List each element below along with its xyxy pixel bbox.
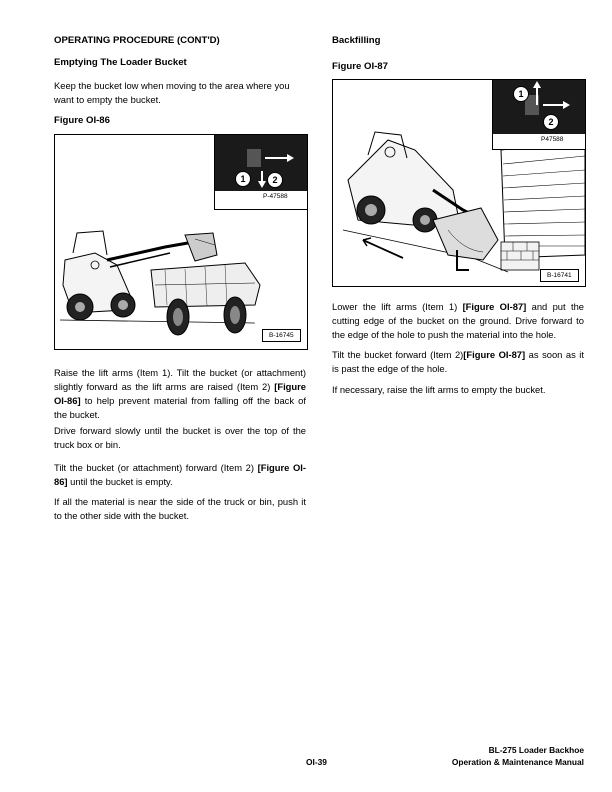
paragraph-lower-lift-arms bbox=[332, 300, 584, 342]
section-title: OPERATING PROCEDURE (CONT'D) bbox=[54, 35, 220, 46]
paragraph-lower-lift-arms-text-a: Lower the lift arms (Item 1) bbox=[332, 301, 458, 312]
paragraph-tilt-bucket-text-b: until the bucket is empty. bbox=[70, 476, 173, 488]
subsection-title: Emptying The Loader Bucket bbox=[54, 57, 187, 68]
paragraph-tilt-bucket bbox=[54, 461, 306, 489]
lever-arrows-graphic bbox=[215, 135, 308, 191]
inset-photo-oi-86 bbox=[214, 135, 308, 210]
callout-2: 2 bbox=[543, 114, 559, 130]
backfilling-title: Backfilling bbox=[332, 35, 381, 46]
manual-subtitle: Operation & Maintenance Manual bbox=[451, 757, 584, 767]
lever-arrows-graphic bbox=[493, 80, 586, 134]
figure-label-oi-87: Figure OI-87 bbox=[332, 61, 388, 72]
intro-paragraph: Keep the bucket low when moving to the area where you want to empty the bucket. bbox=[54, 80, 290, 106]
control-lever-photo bbox=[493, 80, 586, 134]
drawing-code: B-16741 bbox=[540, 269, 579, 282]
figure-ref: [Figure OI-86] bbox=[54, 462, 306, 488]
paragraph-raise-lift-arms bbox=[54, 366, 306, 422]
paragraph-lower-lift-arms-text-b: and put the cutting edge of the bucket on the ground. Drive forward to the edge of the hole to push the material into the hole. bbox=[332, 301, 585, 341]
paragraph-tilt-forward-text-b: as soon as it is past the edge of the hole. bbox=[332, 349, 584, 375]
control-lever-photo bbox=[215, 135, 308, 191]
photo-code: P-47588 bbox=[263, 193, 288, 200]
drawing-code: B-16745 bbox=[262, 329, 301, 342]
figure-ref: [Figure OI-87] bbox=[463, 349, 526, 360]
manual-title: BL-275 Loader Backhoe bbox=[488, 745, 584, 755]
figure-oi-87 bbox=[332, 79, 586, 287]
inset-photo-oi-87 bbox=[492, 80, 586, 150]
figure-label-oi-86: Figure OI-86 bbox=[54, 115, 110, 126]
figure-oi-86 bbox=[54, 134, 308, 350]
callout-1: 1 bbox=[513, 86, 529, 102]
paragraph-tilt-forward-text-a: Tilt the bucket forward (Item 2) bbox=[332, 349, 464, 360]
paragraph-raise-lift-arms-text-a: Raise the lift arms (Item 1). Tilt the bucket (or attachment) slightly forward as the lift arms are raised (Item 2) bbox=[54, 367, 306, 393]
figure-ref: [Figure OI-86] bbox=[54, 381, 306, 407]
paragraph-tilt-forward bbox=[332, 348, 584, 376]
page-number: OI-39 bbox=[306, 757, 327, 767]
photo-code: P47588 bbox=[541, 136, 564, 143]
callout-1: 1 bbox=[235, 171, 251, 187]
figure-ref: [Figure OI-87] bbox=[462, 301, 527, 312]
paragraph-push-material: If all the material is near the side of the truck or bin, push it to the other side with the bucket. bbox=[54, 496, 306, 522]
paragraph-raise-to-empty: If necessary, raise the lift arms to empty the bucket. bbox=[332, 384, 546, 395]
paragraph-tilt-bucket-text-a: Tilt the bucket (or attachment) forward (Item 2) bbox=[54, 462, 254, 473]
paragraph-raise-lift-arms-text-b: to help prevent material from falling off the back of the bucket. bbox=[54, 395, 306, 421]
paragraph-drive-forward: Drive forward slowly until the bucket is over the top of the truck box or bin. bbox=[54, 425, 306, 451]
callout-2: 2 bbox=[267, 172, 283, 188]
